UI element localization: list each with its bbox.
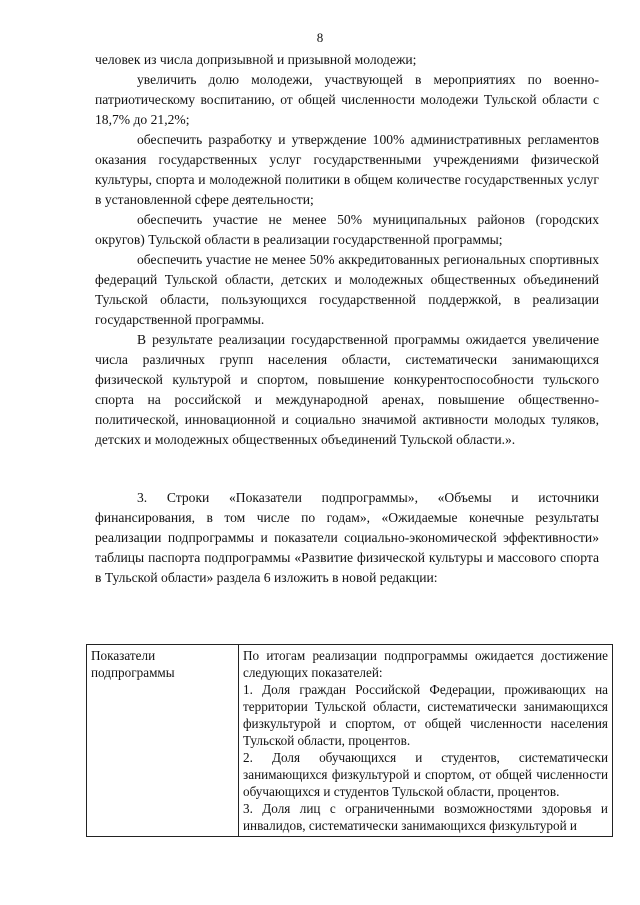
table-row [87, 645, 613, 837]
paragraph: обеспечить участие не менее 50% муниципальных районов (городских округов) Тульской области в реализации государственной программы; [95, 212, 599, 247]
passport-table [86, 644, 613, 837]
indicator-item: 1. Доля граждан Российской Федерации, проживающих на территории Тульской области, систематически занимающихся физкультурой и спортом, от общей численности населения Тульской области, процентов. [243, 682, 608, 748]
section-paragraph: 3. Строки «Показатели подпрограммы», «Объемы и источники финансирования, в том числе по годам», «Ожидаемые конечные результаты реализации подпрограммы и показатели социально-экономической эффективности» таблицы паспорта подпрограммы «Развитие физической культуры и массового спорта в Тульской области» раздела 6 изложить в новой редакции: [95, 490, 599, 585]
paragraph: В результате реализации государственной программы ожидается увеличение числа различных групп населения области, систематически занимающихся физической культурой и спортом, повышение конкурентоспособности тульского спорта на российской и международной аренах, повышение общественно-политической, инновационной и социально значимой активности молодых туляков, детских и молодежных общественных объединений Тульской области.». [95, 332, 599, 447]
indicator-item: 2. Доля обучающихся и студентов, систематически занимающихся физкультурой и спортом, от общей численности обучающихся и студентов Тульской области, процентов. [243, 750, 608, 799]
document-body [95, 50, 599, 588]
indicator-intro: По итогам реализации подпрограммы ожидается достижение следующих показателей: [243, 648, 608, 680]
paragraph: увеличить долю молодежи, участвующей в мероприятиях по военно-патриотическому воспитанию, от общей численности молодежи Тульской области с 18,7% до 21,2%; [95, 72, 599, 127]
indicator-item: 3. Доля лиц с ограниченными возможностями здоровья и инвалидов, систематически занимающихся физкультурой и [243, 801, 608, 833]
table-label-cell: Показатели подпрограммы [87, 645, 239, 837]
paragraph: человек из числа допризывной и призывной молодежи; [95, 52, 417, 67]
paragraph: обеспечить участие не менее 50% аккредитованных региональных спортивных федераций Тульской области, детских и молодежных общественных объединений Тульской области, пользующихся государственной поддержкой, в реализации государственной программы. [95, 252, 599, 327]
paragraph: обеспечить разработку и утверждение 100% административных регламентов оказания государственных услуг государственными учреждениями физической культуры, спорта и молодежной политики в общем количестве государственных услуг в установленной сфере деятельности; [95, 132, 599, 207]
page-number: 8 [316, 30, 324, 45]
table-value-cell [239, 645, 613, 837]
